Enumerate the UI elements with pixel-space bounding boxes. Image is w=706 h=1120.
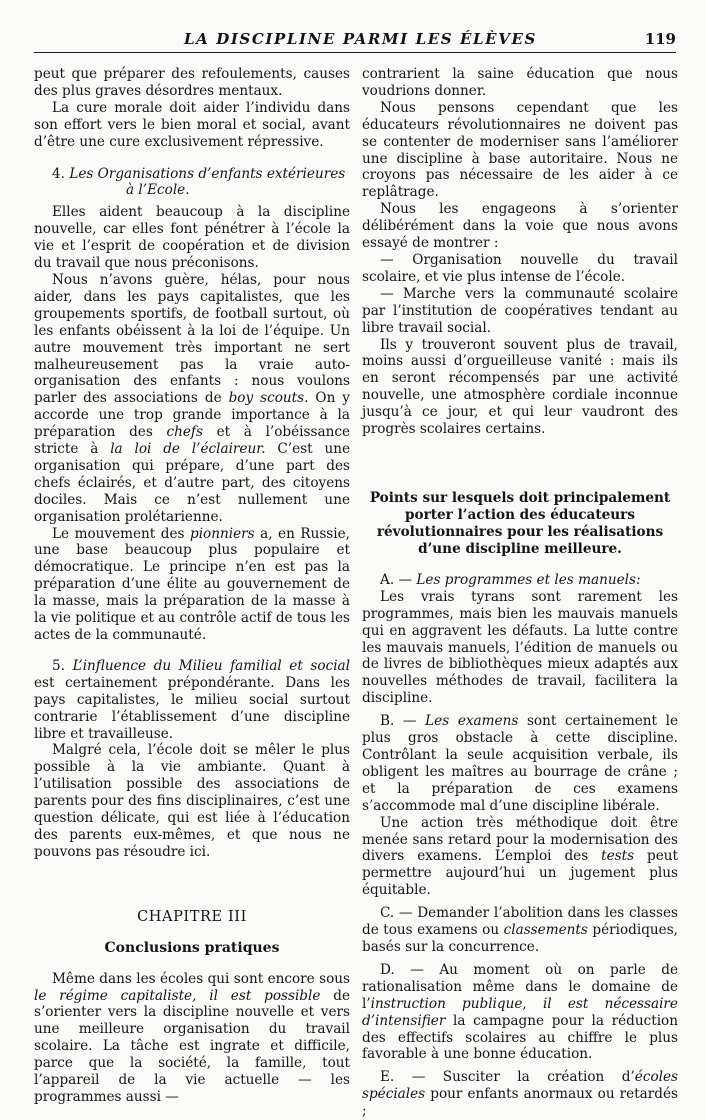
point-title: Les programmes et les manuels:: [416, 571, 641, 588]
text-run: pour enfants anormaux ou retardés ;: [362, 1086, 678, 1120]
page-header: [34, 30, 676, 53]
paragraph: [362, 815, 678, 900]
emphasis: la loi de l’éclaireur.: [110, 441, 266, 458]
text-run: C. — Demander l’abolition dans les classes de tous examens ou: [362, 905, 678, 939]
paragraph: peut que préparer des refoulements, causes des plus graves désordres mentaux.: [34, 66, 350, 99]
emphasis: instruction publique: [370, 995, 523, 1012]
emphasis: tests: [601, 848, 635, 865]
text-run: Une action très méthodique doit être menée sans retard pour la modernisation des divers examens. L’emploi des: [362, 814, 678, 865]
section-4-title: [34, 166, 350, 200]
text-run: la campagne pour la réduction des effectifs scolaires au chiffre le plus favorable à une bonne éducation.: [362, 1012, 678, 1063]
text-run: D. — Au moment où on parle de rationalisation même dans le domaine de l’: [362, 961, 678, 1012]
spacer: [34, 644, 350, 658]
paragraph: Malgré cela, l’école doit se mêler le plus possible à la vie ambiante. Quant à l’utilisation possible des associations de parents pour des fins disciplinaires, c’est une question délicate, qui est liée à l’éducation des parents eux-mêmes, et que nous ne pouvons pas résoudre ici.: [34, 742, 350, 860]
paragraph: Nous pensons cependant que les éducateurs révolutionnaires ne doivent pas se contenter de moderniser sans l’améliorer une discipline à base autoritaire. Nous ne croyons pas nécessaire de les aider à ce replâtrage.: [362, 99, 678, 201]
text-run: Nous n’avons guère, hélas, pour nous aider, dans les pays capitalistes, que les groupements sportifs, de football surtout, où les enfants obéissent à la loi de l’équipe. Un autre mouvement très important ne sert malheureusement pas la vraie auto-organisation des enfants : nous voulons parler des associations de: [34, 271, 350, 407]
point-label: B. —: [380, 713, 426, 730]
emphasis: boy scouts.: [228, 390, 309, 407]
paragraph: [34, 272, 350, 526]
running-title: LA DISCIPLINE PARMI LES ÉLÈVES: [184, 30, 537, 48]
emphasis: il est nécessaire d’intensifier: [362, 995, 678, 1029]
point-c: [362, 905, 678, 956]
points-heading: Points sur lesquels doit principalement porter l’action des éducateurs révolutionnaires pour les réalisations d’une discipline meilleure.: [369, 489, 671, 557]
text-run: périodiques, basés sur la concurrence.: [362, 922, 678, 955]
paragraph: Les vrais tyrans sont rarement les programmes, mais bien les mauvais manuels qui en aggravent les défauts. La lutte contre les mauvais manuels, l’édition de manuels ou de livres de bibliothèques mieux adaptés aux nouvelles méthodes de travail, facilitera la discipline.: [362, 588, 678, 707]
text-run: et à l’obéissance stricte à: [34, 424, 350, 458]
text-run: E. — Susciter la création d’: [380, 1069, 635, 1086]
text-run: On y accorde une trop grande importance à la préparation des: [34, 390, 350, 441]
paragraph: La cure morale doit aider l’individu dans son effort vers le bien moral et social, avant d’être une cure exclusivement répressive.: [34, 99, 350, 150]
left-column: [34, 66, 350, 1106]
emphasis: écoles spéciales: [362, 1069, 678, 1103]
paragraph: — Organisation nouvelle du travail scolaire, et vie plus intense de l’école.: [362, 251, 678, 285]
text-run: ,: [522, 995, 543, 1012]
emphasis: classements: [503, 922, 588, 939]
point-a-heading: [362, 572, 678, 589]
paragraph: Ils y trouveront souvent plus de travail, moins aussi d’orgueilleuse vanité : mais ils en seront récompensés par une activité nouvelle, une atmosphère cordiale inconnue jusqu’à ce jour, et qui leur vaudront des progrès scolaires certains.: [362, 336, 678, 438]
section-title: L’influence du Milieu familial et social: [72, 657, 350, 674]
section-number: 4.: [52, 165, 65, 182]
point-title: Les examens: [425, 713, 519, 730]
paragraph: — Marche vers la communauté scolaire par l’institution de coopératives tendant au libre travail social.: [362, 285, 678, 336]
emphasis: le régime capitaliste, il est possible: [34, 987, 321, 1004]
section-5-paragraph: [34, 658, 350, 743]
section-number: 5.: [52, 657, 65, 674]
text-run: sont certainement le plus gros obstacle à cette discipline. Contrôlant la seule acquisition verbale, ils obligent les maîtres au bourrage de crâne ; et la préparation de ces examens s’accommode mal d’une discipline libérale.: [362, 713, 678, 814]
right-column: [362, 66, 678, 1120]
chapter-subheading: Conclusions pratiques: [104, 939, 280, 956]
paragraph: Elles aident beaucoup à la discipline nouvelle, car elles font pénétrer à l’école la vie et l’esprit de coopération et de division du travail que nous préconisons.: [34, 204, 350, 272]
paragraph: Nous les engageons à s’orienter délibérément dans la voie que nous avons essayé de montrer :: [362, 201, 678, 252]
point-d: [362, 962, 678, 1063]
emphasis: pionniers: [190, 525, 255, 542]
section-title-line: à l’Ecole.: [126, 182, 190, 199]
paragraph: [34, 971, 350, 1106]
text-run: est certainement prépondérante. Dans les pays capitalistes, le milieu social surtout contrarie l’établissement d’une discipline libre et travailleuse.: [34, 674, 350, 742]
text-run: Même dans les écoles qui sont encore sous: [52, 970, 350, 987]
text-run: C’est une organisation qui prépare, d’une part des chefs éclairés, et d’autre part, des citoyens dociles. Mais ce n’est nullement une organisation prolétarienne.: [34, 441, 351, 525]
emphasis: chefs: [166, 424, 203, 441]
point-e: [362, 1069, 678, 1120]
text-run: peut permettre aujourd’hui un jugement plus équitable.: [362, 848, 678, 899]
point-label: A. —: [380, 571, 417, 588]
text-run: a, en Russie, une base beaucoup plus populaire et démocratique. Le principe n’en est pas la préparation d’une élite au gouvernement de la masse, mais la préparation de la masse à la vie politique et au contrôle actif de tous les actes de la communauté.: [34, 525, 350, 643]
section-title-line: Les Organisations d’enfants extérieures: [69, 165, 346, 182]
text-run: Le mouvement des: [52, 525, 190, 542]
paragraph: [34, 526, 350, 644]
point-b: [362, 713, 678, 814]
paragraph: contrarient la saine éducation que nous voudrions donner.: [362, 66, 678, 99]
page-number: 119: [644, 30, 676, 48]
text-run: de s’orienter vers la discipline nouvelle et vers une meilleure organisation du travail scolaire. La tâche est ingrate et difficile, parce que la société, la famille, tout l’appareil de la vie actuelle — les programmes aussi —: [34, 987, 350, 1105]
chapter-heading: CHAPITRE III: [137, 908, 247, 925]
